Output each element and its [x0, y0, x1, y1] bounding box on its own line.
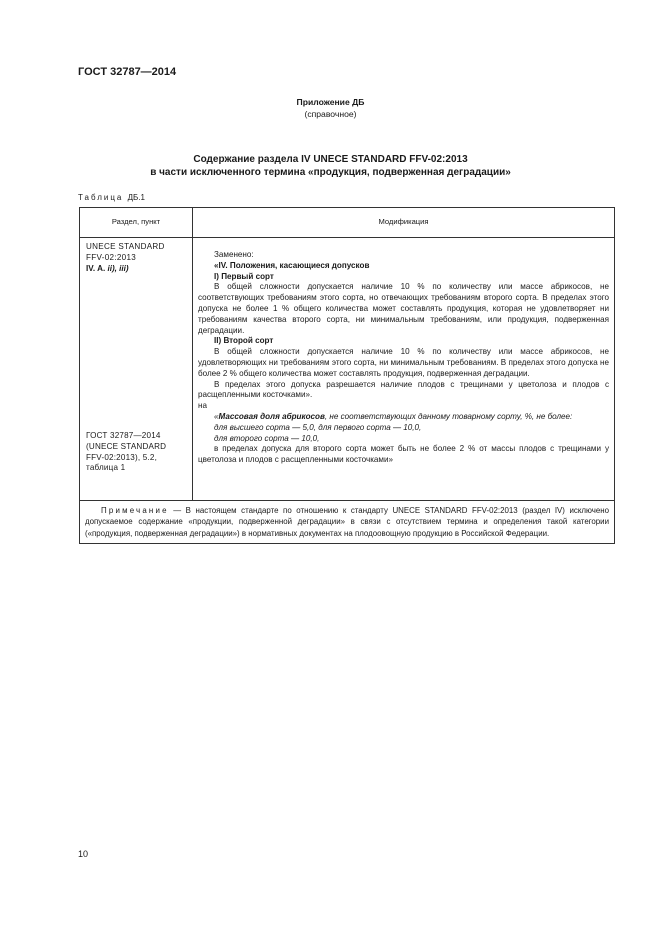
replacement-on: на: [198, 401, 207, 411]
source-standard-clause: IV. A. ii), iii): [86, 263, 129, 273]
modification-table: [79, 207, 615, 544]
table-caption-label: Таблица: [78, 193, 124, 202]
note-cell: [80, 501, 615, 544]
new-text-line-3: для второго сорта — 10,0,: [214, 433, 320, 443]
grade-1-title: I) Первый сорт: [214, 271, 274, 281]
gost-reference-line-4: таблица 1: [86, 463, 126, 473]
table-row: [80, 238, 615, 501]
table-header-row: [80, 208, 615, 238]
page-number: 10: [78, 849, 89, 859]
header-modification: Модификация: [193, 208, 615, 238]
grade-1-paragraph: В общей сложности допускается наличие 10 % по количеству или массе абрикосов, не соответствующих требованиям этого сорта, но отвечающих требованиям второго сорта. В пределах этого допуска не более 1 % общего количества может составлять продукция, которая не удовлетворяет ни требованиям качества второго сорта, ни минимальным требованиям, или продукция, подверженная деградации.: [198, 282, 609, 335]
section-heading: «IV. Положения, касающиеся допусков: [214, 260, 370, 270]
gost-reference: [86, 431, 166, 474]
grade-2-paragraph-1: В общей сложности допускается наличие 10 % по количеству или массе абрикосов, не удовлетворяющих ни требованиям этого сорта, ни минимальным требованиям. В пределах этого допуска не более 2 % общего количества может составлять продукция, подверженная деградации.: [198, 347, 609, 378]
modification-cell: [193, 238, 615, 501]
new-text-line-4: в пределах допуска для второго сорта может быть не более 2 % от массы плодов с трещинами у цветолоза и плодов с расщепленными косточками»: [198, 444, 609, 465]
note-label: Примечание: [101, 506, 169, 515]
note-row: [80, 501, 615, 544]
new-text-line-1: «Массовая доля абрикосов, не соответствующих данному товарному сорту, %, не более:: [214, 411, 573, 421]
document-title: [0, 153, 661, 179]
standard-code: ГОСТ 32787—2014: [78, 66, 177, 78]
source-standard-line-2: FFV-02:2013: [86, 252, 137, 262]
note-text: — В настоящем стандарте по отношению к стандарту UNECE STANDARD FFV-02:2013 (раздел IV) исключено допускаемое содержание «продукции, подверженной деградации» в связи с отсутствием термина и определения такой категории («продукция, подверженная деградации») в нормативных документах на плодоовощную продукцию в Российской Федерации.: [85, 506, 609, 538]
grade-2-title: II) Второй сорт: [214, 336, 274, 346]
annex-heading: [0, 96, 661, 120]
gost-reference-line-3: FFV-02:2013), 5.2,: [86, 452, 158, 462]
header-section: Раздел, пункт: [80, 208, 193, 238]
grade-2-paragraph-2: В пределах этого допуска разрешается наличие плодов с трещинами у цветолоза и плодов с расщепленными косточками».: [198, 379, 609, 400]
source-standard-line-1: UNECE STANDARD: [86, 242, 165, 251]
gost-reference-line-2: (UNECE STANDARD: [86, 441, 167, 451]
document-title-line-1: Содержание раздела IV UNECE STANDARD FFV-02:2013: [193, 154, 468, 165]
new-text-line-2: для высшего сорта — 5,0, для первого сорта — 10,0,: [214, 422, 422, 432]
section-cell: [80, 238, 193, 501]
replaced-label: Заменено:: [214, 250, 254, 259]
document-title-line-2: в части исключенного термина «продукция, подверженная деградации»: [150, 167, 511, 178]
annex-subtitle: (справочное): [304, 109, 357, 119]
table-caption-number: ДБ.1: [127, 193, 145, 202]
gost-reference-line-1: ГОСТ 32787—2014: [86, 431, 161, 440]
table-caption: [78, 193, 145, 202]
annex-title: Приложение ДБ: [296, 97, 365, 107]
